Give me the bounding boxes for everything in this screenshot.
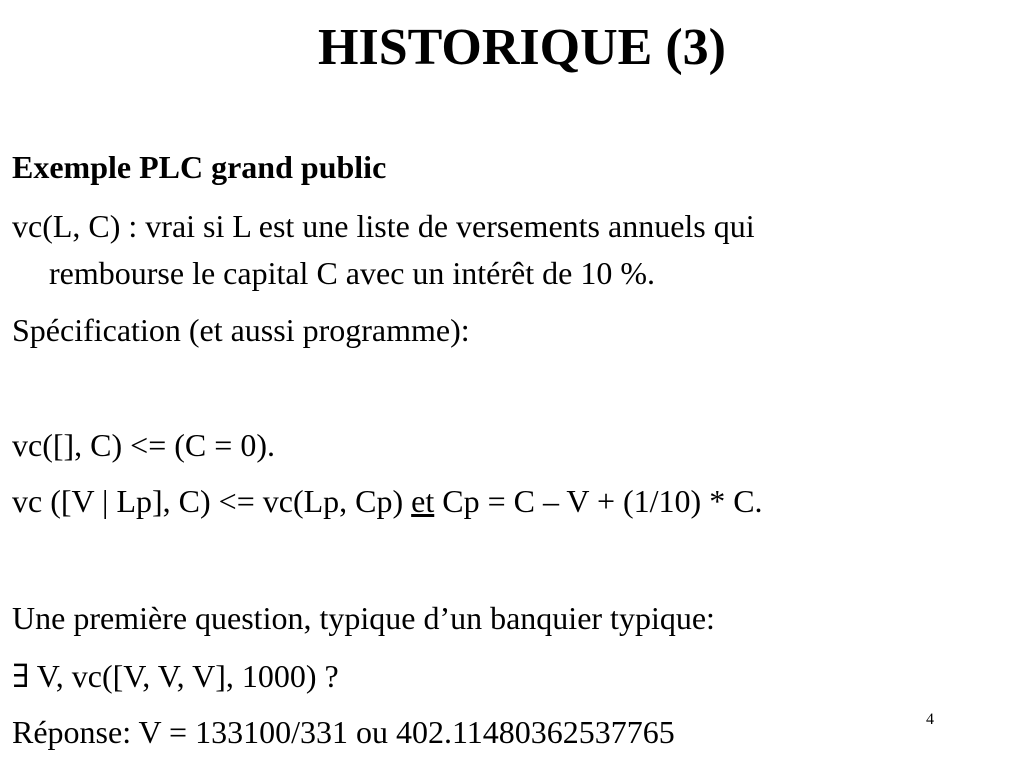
slide-number: 4 — [926, 711, 934, 728]
query-text: ∃ V, vc([V, V, V], 1000) ? — [12, 658, 339, 694]
rule-recursive-case — [12, 482, 763, 520]
rule-recursive-part-2: Cp = C – V + (1/10) * C. — [434, 483, 763, 519]
rule-base-case: vc([], C) <= (C = 0). — [12, 427, 275, 463]
example-heading: Exemple PLC grand public — [12, 149, 387, 185]
definition-line-1: vc(L, C) : vrai si L est une liste de versements annuels qui — [12, 208, 755, 244]
question-text: Une première question, typique d’un banquier typique: — [12, 600, 715, 636]
specification-label: Spécification (et aussi programme): — [12, 312, 470, 348]
definition-line-2: rembourse le capital C avec un intérêt de 10 %. — [49, 255, 655, 291]
slide-title: HISTORIQUE (3) — [318, 19, 726, 76]
answer-text: Réponse: V = 133100/331 ou 402.11480362537765 — [12, 714, 675, 750]
rule-recursive-et: et — [411, 483, 435, 519]
rule-recursive-part-1: vc ([V | Lp], C) <= vc(Lp, Cp) — [12, 483, 412, 519]
